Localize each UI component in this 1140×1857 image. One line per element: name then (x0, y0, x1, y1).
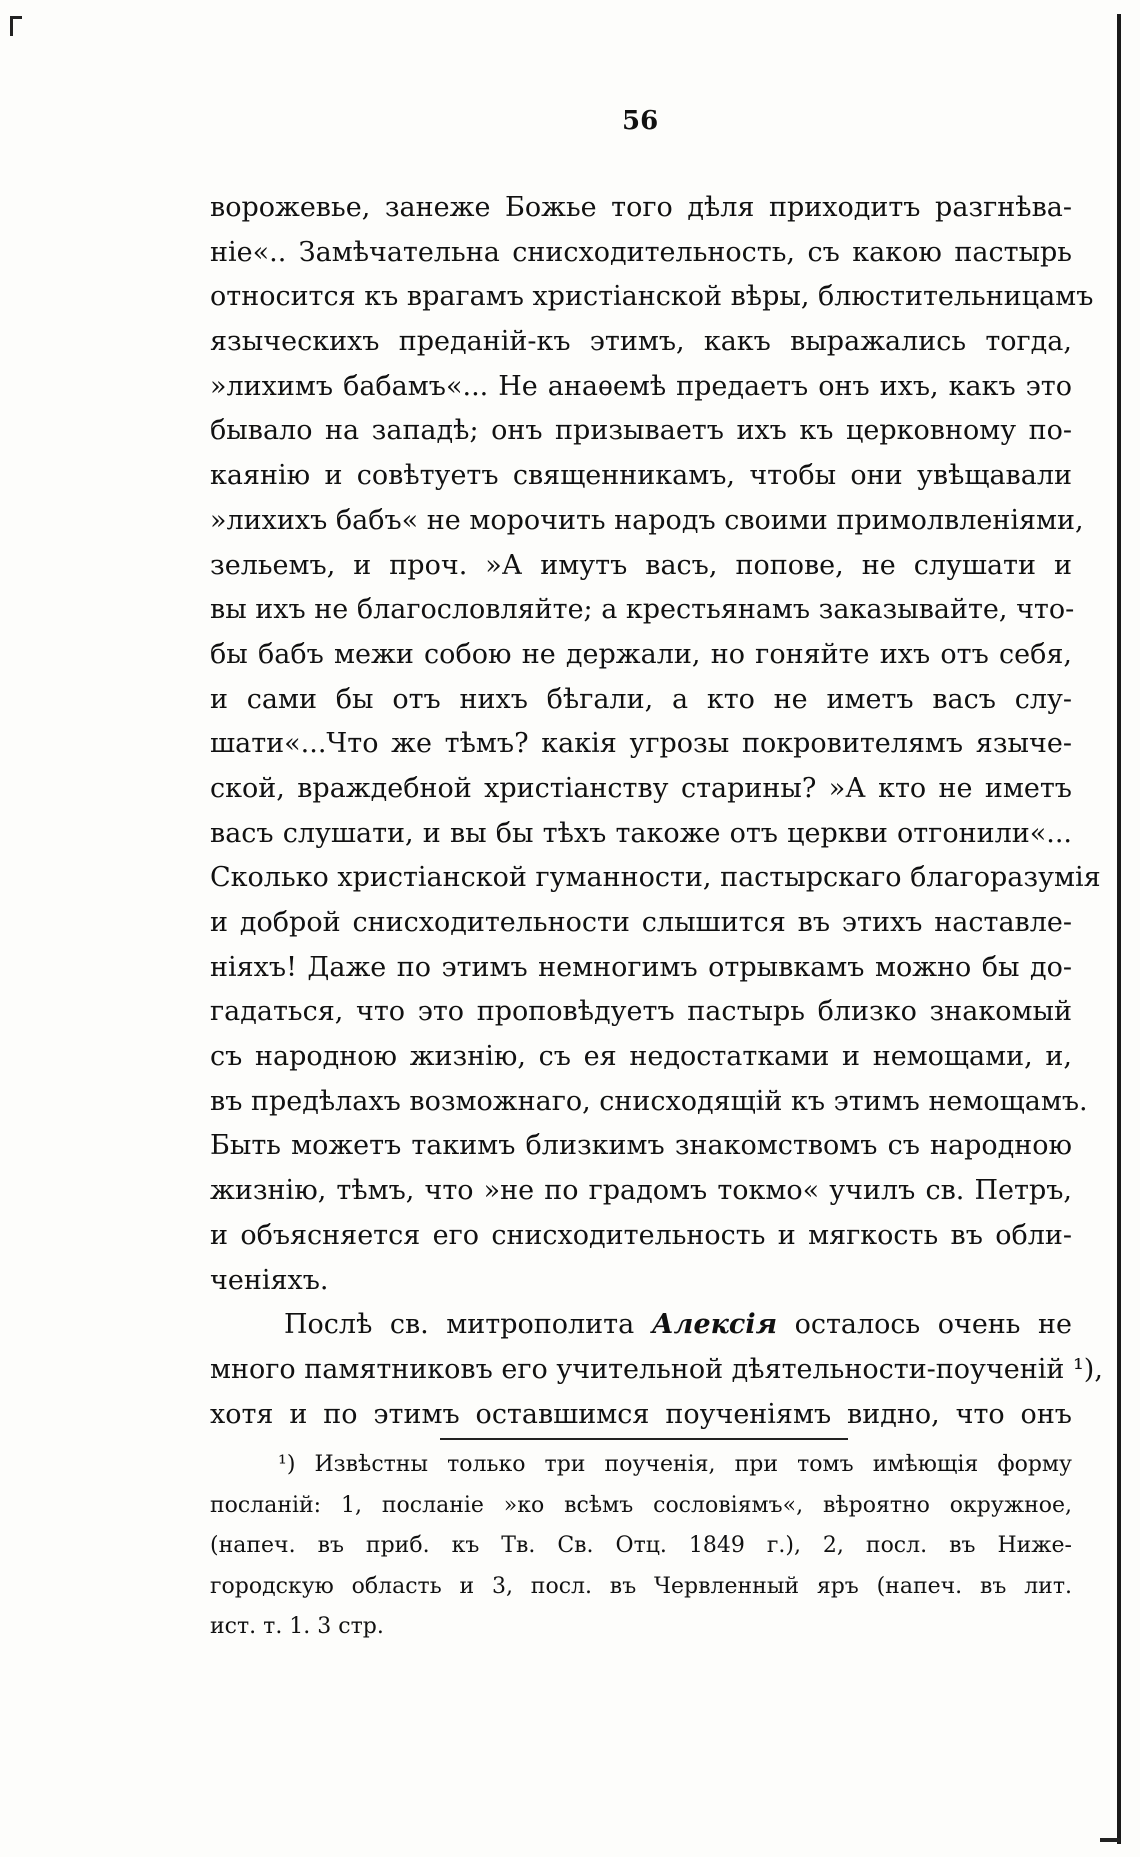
text-line: ніяхъ! Даже по этимъ немногимъ отрывкамъ можно бы до- (210, 951, 1072, 983)
text-line: ченіяхъ. (210, 1264, 329, 1296)
corner-mark (10, 16, 13, 36)
text-line: гадаться, что это проповѣдуетъ пастырь близко знакомый (210, 996, 1072, 1028)
metropolitan-name: Алексія (651, 1309, 778, 1341)
footnote-line: городскую область и 3, посл. въ Червленный яръ (напеч. въ лит. (210, 1573, 1072, 1599)
text-line: ворожевье, занеже Божье того дѣля приходитъ разгнѣва- (210, 192, 1072, 223)
text-line: относится къ врагамъ христіанской вѣры, блюстительницамъ (210, 281, 1094, 313)
text-line: и объясняется его снисходительность и мягкость въ обли- (210, 1219, 1072, 1251)
text-line: и сами бы отъ нихъ бѣгали, а кто не иметъ васъ слу- (210, 683, 1072, 715)
text-line: »лихихъ бабъ« не морочить народъ своими примолвленіями, (210, 504, 1084, 536)
main-text (210, 186, 1103, 1437)
text-line: шати«...Что же тѣмъ? какія угрозы покровителямъ языче- (210, 728, 1072, 760)
text-line: языческихъ преданій-къ этимъ, какъ выражались тогда, (210, 326, 1072, 358)
text-line: въ предѣлахъ возможнаго, снисходящій къ этимъ немощамъ. (210, 1085, 1088, 1117)
text-line: зельемъ, и проч. »А имутъ васъ, попове, не слушати и (210, 549, 1072, 581)
text-line: вы ихъ не благословляйте; а крестьянамъ заказывайте, что- (210, 594, 1075, 626)
text-line: бывало на западѣ; онъ призываетъ ихъ къ церковному по- (210, 415, 1072, 447)
footnote (210, 1445, 1072, 1648)
text-line: ской, враждебной христіанству старины? »А кто не иметъ (210, 772, 1072, 804)
paragraph-line: хотя и по этимъ оставшимся поученіямъ видно, что онъ (210, 1398, 1072, 1430)
paragraph-line (210, 1303, 1072, 1348)
text-line: жизнію, тѣмъ, что »не по градомъ токмо« училъ св. Петръ, (210, 1175, 1072, 1207)
footnote-line: ист. т. 1. 3 стр. (210, 1614, 384, 1639)
text-line: и доброй снисходительности слышится въ этихъ наставле- (210, 907, 1072, 938)
corner-mark (1100, 1838, 1120, 1842)
text-line: Сколько христіанской гуманности, пастырскаго благоразумія (210, 862, 1101, 894)
paragraph-text: Послѣ св. митрополита (284, 1309, 652, 1341)
footnote-divider (440, 1438, 848, 1440)
footnote-line: (напеч. въ приб. къ Тв. Св. Отц. 1849 г.), 2, посл. въ Ниже- (210, 1533, 1072, 1558)
text-line: Быть можетъ такимъ близкимъ знакомствомъ съ народною (210, 1130, 1072, 1162)
page-number: 56 (622, 106, 659, 136)
paragraph-text: осталось очень не (777, 1309, 1072, 1341)
text-line: »лихимъ бабамъ«... Не анаѳемѣ предаетъ онъ ихъ, какъ это (210, 370, 1072, 402)
text-line: бы бабъ межи собою не держали, но гоняйте ихъ отъ себя, (210, 638, 1072, 670)
footnote-line: посланій: 1, посланіе »ко всѣмъ сословіямъ«, вѣроятно окружное, (210, 1492, 1072, 1518)
page-edge-border (1117, 14, 1121, 1844)
paragraph-line: много памятниковъ его учительной дѣятельности-поученій ¹), (210, 1353, 1103, 1385)
text-line: каянію и совѣтуетъ священникамъ, чтобы они увѣщавали (210, 460, 1072, 492)
text-line: васъ слушати, и вы бы тѣхъ такоже отъ церкви отгонили«... (210, 817, 1072, 849)
footnote-line: ¹) Извѣстны только три поученія, при томъ имѣющія форму (278, 1452, 1072, 1477)
text-line: съ народною жизнію, съ ея недостатками и немощами, и, (210, 1041, 1072, 1073)
text-line: ніе«.. Замѣчательна снисходительность, съ какою пастырь (210, 236, 1072, 268)
